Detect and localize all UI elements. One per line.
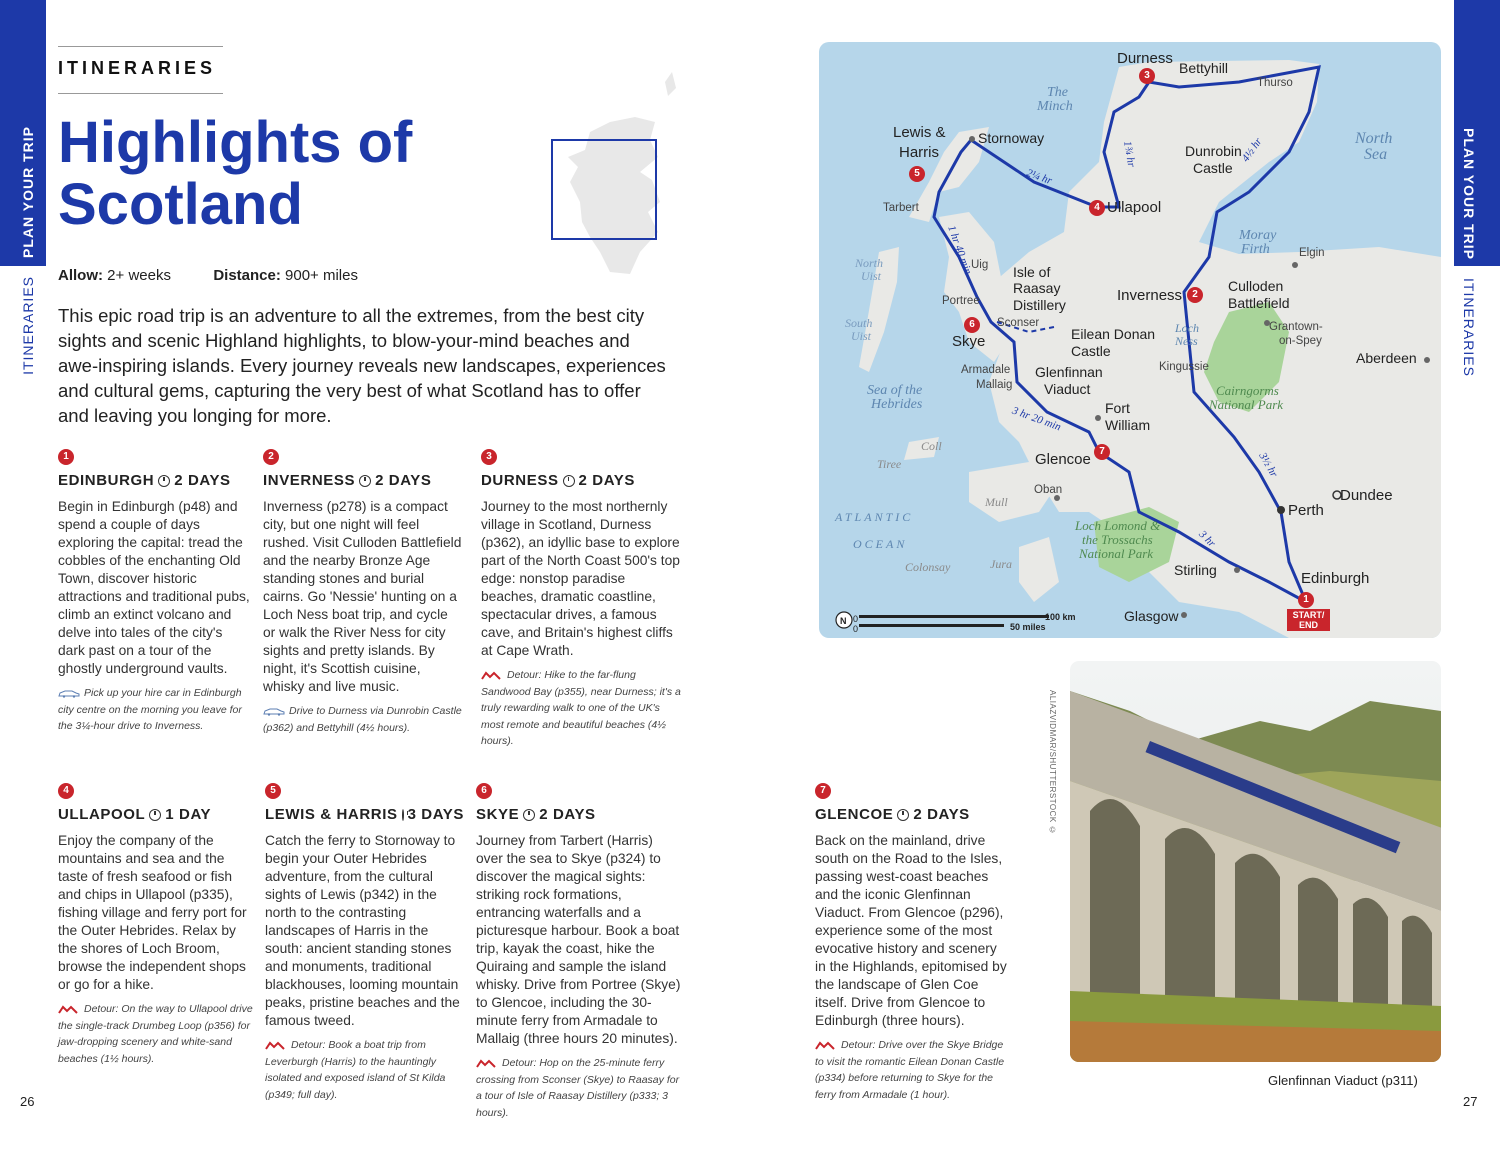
- label-elgin: Elgin: [1299, 247, 1325, 259]
- stop-number-badge: 5: [265, 783, 281, 799]
- stop-description: Begin in Edinburgh (p48) and spend a couple of days exploring the capital: tread the cobbles of the enchanting Old Town, discover historic attractions and traditional pubs, climb an extinct volcano and delve into tales of the city's dark past on a tour of the ghostly underground vaults.: [58, 499, 250, 676]
- intro-paragraph: This epic road trip is an adventure to all the extremes, from the best city sights and scenic Highland highlights, to blow-your-mind beaches and awe-inspiring islands. Every journey reveals new landscapes, experiences and cultural gems, capturing the very best of what Scotland has to offer and leaving you longing for more.: [58, 305, 666, 426]
- label-tarbert: Tarbert: [883, 202, 919, 214]
- stop-duration: 1 DAY: [165, 806, 212, 823]
- map-stop-badge: 6: [964, 317, 980, 333]
- title-line-1: Highlights of: [58, 110, 413, 175]
- perth-dot: [1277, 506, 1285, 514]
- stop-number-badge: 7: [815, 783, 831, 799]
- clock-icon: [523, 809, 535, 821]
- distance-value: 900+ miles: [285, 267, 358, 284]
- sea-hebrides-2: Hebrides: [871, 397, 923, 412]
- stop-number-badge: 3: [481, 449, 497, 465]
- left-plan-tab-label: PLAN YOUR TRIP: [20, 126, 36, 258]
- clock-icon: [359, 475, 371, 487]
- label-glenfinnan-2: Viaduct: [1044, 381, 1091, 397]
- stop-heading: [476, 806, 681, 823]
- sea-atlantic-2: OCEAN: [853, 537, 908, 551]
- stop-tip-text: Detour: On the way to Ullapool drive the single-track Drumbeg Loop (p356) for jaw-dropping scenery and white-sand beaches (1½ hours).: [58, 1003, 253, 1065]
- stop-number-badge: 4: [58, 783, 74, 799]
- stop-description: Journey to the most northernly village in Scotland, Durness (p362), an idyllic base to explore part of the North Coast 500's top edge: nonstop paradise beaches, dramatic coastline, spectacular drives, a famous cave, and Britain's highest cliffs at Cape Wrath.: [481, 499, 680, 658]
- label-ullapool: Ullapool: [1107, 199, 1162, 216]
- sea-moray-1: Moray: [1239, 228, 1277, 243]
- label-raasay-1: Isle of: [1013, 264, 1051, 280]
- detour-icon: [58, 1005, 80, 1014]
- fort-william-dot: [1095, 415, 1101, 421]
- label-stirling: Stirling: [1174, 562, 1217, 578]
- label-oban: Oban: [1034, 484, 1063, 496]
- stop-tip-text: Drive to Durness via Dunrobin Castle (p362) and Bettyhill (4½ hours).: [263, 705, 462, 734]
- stop-name: LEWIS & HARRIS: [265, 806, 398, 823]
- stop-tip-text: Detour: Hop on the 25-minute ferry crossing from Sconser (Skye) to Raasay for a tour of Isle of Raasay Distillery (p333; 3 hours).: [476, 1057, 680, 1119]
- label-fort-william-1: Fort: [1105, 400, 1130, 416]
- stop-heading: [815, 806, 1007, 823]
- label-dunrobin-1: Dunrobin: [1185, 143, 1242, 159]
- sea-north-uist-1: North: [855, 256, 884, 270]
- label-raasay-3: Distillery: [1013, 297, 1066, 313]
- stop-tip: [481, 667, 681, 750]
- scale-miles-label: 50 miles: [1010, 622, 1046, 632]
- stop-ullapool: [58, 780, 253, 1067]
- section-rule-bottom: [58, 93, 223, 94]
- stop-description: Enjoy the company of the mountains and sea and the taste of fresh seafood or fish and chips in Ullapool (p335), fishing village and ferry port for the Outer Hebrides. Relax by the shores of Loch Broom, browse the independent shops or go for a hike.: [58, 833, 247, 992]
- section-label: ITINERARIES: [58, 58, 217, 78]
- page-number-right: 27: [1463, 1094, 1478, 1109]
- glenfinnan-photo: [1070, 661, 1441, 1062]
- detour-icon: [265, 1041, 287, 1050]
- stop-tip: [265, 1037, 463, 1103]
- stop-duration: 2 DAYS: [539, 806, 596, 823]
- label-uig: Uig: [971, 259, 989, 271]
- stop-name: GLENCOE: [815, 806, 894, 823]
- stop-name: SKYE: [476, 806, 520, 823]
- label-skye: Skye: [952, 333, 986, 350]
- clock-icon: [158, 475, 170, 487]
- map-stop-badge: 1: [1298, 592, 1314, 608]
- scale-bar-km: [859, 615, 1049, 618]
- label-perth: Perth: [1288, 502, 1324, 519]
- car-icon: [263, 707, 285, 716]
- sea-atlantic-1: ATLANTIC: [835, 510, 914, 524]
- label-edinburgh: Edinburgh: [1301, 570, 1370, 587]
- park-cairngorms-1: Cairngorms: [1216, 383, 1279, 398]
- right-section-tab-label: ITINERARIES: [1461, 278, 1477, 377]
- glasgow-dot: [1181, 612, 1187, 618]
- sea-moray-2: Firth: [1241, 242, 1270, 257]
- stop-durness: [481, 446, 681, 750]
- stop-tip-text: Detour: Hike to the far-flung Sandwood Bay (p355), near Durness; it's a truly rewarding walk to one of the UK's most remote and beautiful beaches (4½ hours).: [481, 669, 681, 747]
- sea-north-sea-2: Sea: [1364, 146, 1388, 163]
- scale-zero-miles: 0: [853, 624, 859, 634]
- left-section-tab-label: ITINERARIES: [20, 276, 36, 375]
- island-coll: Coll: [921, 439, 942, 453]
- compass-n-label: N: [840, 616, 847, 626]
- stop-tip: [476, 1055, 681, 1121]
- stop-name: ULLAPOOL: [58, 806, 146, 823]
- photo-credit: ALIAZVIDMAR/SHUTTERSTOCK ©: [1048, 690, 1057, 835]
- page-number-left: 26: [20, 1094, 35, 1109]
- stop-heading: [58, 806, 253, 823]
- island-mull: Mull: [985, 495, 1008, 509]
- label-portree: Portree: [942, 295, 980, 307]
- distance-label: Distance:: [213, 267, 281, 284]
- elgin-dot: [1292, 262, 1298, 268]
- stop-glencoe: [815, 780, 1007, 1103]
- stop-tip: [815, 1037, 1007, 1103]
- label-raasay-2: Raasay: [1013, 280, 1061, 296]
- park-lomond-2: the Trossachs: [1082, 532, 1153, 547]
- label-dunrobin-2: Castle: [1193, 160, 1233, 176]
- duration-label: 3 hr 20 min: [1010, 404, 1063, 434]
- map-stop-badge: 2: [1187, 287, 1203, 303]
- detour-icon: [481, 671, 503, 680]
- stop-edinburgh: [58, 446, 253, 735]
- label-grantown-1: Grantown-: [1269, 321, 1323, 333]
- label-thurso: Thurso: [1257, 77, 1293, 89]
- label-armadale: Armadale: [961, 364, 1011, 376]
- stop-description: Back on the mainland, drive south on the Road to the Isles, passing west-coast beaches and the iconic Glenfinnan Viaduct. From Glencoe (p296), experience some of the most evocative history and scenery in the Highlands, epitomised by the landscape of Glen Coe itself. Drive from Glencoe to Edinburgh (three hours).: [815, 833, 1007, 1028]
- sea-minch-2: Minch: [1037, 99, 1073, 114]
- sea-south-uist-1: South: [845, 316, 873, 330]
- label-aberdeen: Aberdeen: [1356, 350, 1417, 366]
- aberdeen-dot: [1424, 357, 1430, 363]
- stirling-dot: [1234, 567, 1240, 573]
- sea-north-sea-1: North: [1355, 130, 1393, 147]
- label-eilean-donan-1: Eilean Donan: [1071, 326, 1156, 342]
- label-mallaig: Mallaig: [976, 379, 1013, 391]
- route-map: [819, 42, 1441, 638]
- stop-tip-text: Pick up your hire car in Edinburgh city centre on the morning you leave for the 3¼-hour drive to Inverness.: [58, 687, 242, 732]
- stop-heading: [265, 806, 463, 823]
- label-culloden-2: Battlefield: [1228, 295, 1290, 311]
- stop-heading: [481, 472, 681, 489]
- label-stornoway: Stornoway: [978, 130, 1045, 146]
- label-glenfinnan-1: Glenfinnan: [1035, 364, 1103, 380]
- stornoway-dot: [969, 136, 975, 142]
- label-sconser: Sconser: [997, 317, 1040, 329]
- clock-icon: [149, 809, 161, 821]
- map-stop-badge: 5: [909, 166, 925, 182]
- label-lewis: Lewis &: [893, 124, 946, 141]
- stop-duration: 2 DAYS: [578, 472, 635, 489]
- clock-icon: [563, 475, 575, 487]
- map-stop-badge: 3: [1139, 68, 1155, 84]
- stop-duration: 3 DAYS: [407, 806, 464, 823]
- label-inverness: Inverness: [1117, 287, 1183, 304]
- stop-description: Journey from Tarbert (Harris) over the sea to Skye (p324) to discover the magical sights: striking rock formations, entrancing waterfalls and a picturesque harbour. Book a boat trip, kayak the coast, hike the Quiraing and sample the island whisky. Drive from Portree (Skye) to Glencoe, including the 30-minute ferry from Armadale to Mallaig (three hours 20 minutes).: [476, 833, 681, 1046]
- trip-meta: [58, 267, 358, 284]
- label-dundee: Dundee: [1340, 487, 1393, 504]
- duration-label: 3½ hr: [1256, 450, 1280, 480]
- right-plan-tab-label: PLAN YOUR TRIP: [1461, 128, 1477, 260]
- stop-tip-text: Detour: Drive over the Skye Bridge to visit the romantic Eilean Donan Castle (p334) before returning to Skye for the ferry from Armadale (1 hour).: [815, 1039, 1005, 1101]
- island-jura: Jura: [990, 557, 1012, 571]
- park-lomond-3: National Park: [1079, 546, 1154, 561]
- detour-icon: [815, 1041, 837, 1050]
- duration-label: 3 hr: [1196, 528, 1218, 550]
- stop-tip-text: Detour: Book a boat trip from Leverburgh (Harris) to the hauntingly isolated and exposed island of St Kilda (p349; full day).: [265, 1039, 446, 1101]
- label-kingussie: Kingussie: [1159, 361, 1209, 373]
- page-title: [58, 112, 412, 236]
- map-stop-badge: 7: [1094, 444, 1110, 460]
- stop-duration: 2 DAYS: [174, 472, 231, 489]
- duration-label: 1 hr 40 min: [945, 223, 974, 277]
- stop-skye: [476, 780, 681, 1121]
- label-eilean-donan-2: Castle: [1071, 343, 1111, 359]
- stop-number-badge: 2: [263, 449, 279, 465]
- stop-description: Catch the ferry to Stornoway to begin your Outer Hebrides adventure, from the cultural sights of Lewis (p342) in the north to the contrasting landscapes of Harris in the south: ancient standing stones and monuments, traditional blackhouses, looming mountain peaks, pristine beaches and the famous tweed.: [265, 833, 460, 1028]
- map-stop-badge: 4: [1089, 200, 1105, 216]
- duration-label: 1¾ hr: [1120, 140, 1138, 168]
- label-culloden-1: Culloden: [1228, 278, 1284, 294]
- label-bettyhill: Bettyhill: [1179, 60, 1229, 76]
- scale-zero-km: 0: [853, 614, 859, 624]
- scale-bar-miles: [859, 624, 1004, 627]
- stop-tip: [263, 703, 463, 736]
- stop-inverness: [263, 446, 463, 736]
- stop-name: EDINBURGH: [58, 472, 155, 489]
- stop-lewis-harris: [265, 780, 463, 1103]
- viaduct-illustration: [1070, 661, 1441, 1062]
- end-label: END: [1298, 620, 1318, 630]
- jura-shape: [1019, 537, 1059, 602]
- start-label: START/: [1292, 610, 1325, 620]
- label-harris: Harris: [899, 144, 939, 161]
- sea-hebrides-1: Sea of the: [867, 383, 923, 398]
- label-durness: Durness: [1117, 50, 1173, 67]
- label-glencoe: Glencoe: [1035, 451, 1091, 468]
- sea-north-uist-2: Uist: [861, 269, 882, 283]
- island-colonsay: Colonsay: [905, 560, 951, 574]
- allow-label: Allow:: [58, 267, 103, 284]
- scale-km-label: 100 km: [1045, 612, 1076, 622]
- stop-tip: [58, 1001, 253, 1067]
- label-fort-william-2: William: [1105, 417, 1151, 433]
- sea-south-uist-2: Uist: [851, 329, 872, 343]
- sea-loch-ness-2: Ness: [1175, 334, 1198, 348]
- park-cairngorms-2: National Park: [1209, 397, 1284, 412]
- photo-caption: Glenfinnan Viaduct (p311): [1268, 1073, 1418, 1088]
- stop-heading: [58, 472, 253, 489]
- stop-name: INVERNESS: [263, 472, 356, 489]
- clock-icon: [402, 809, 404, 821]
- park-lomond-1: Loch Lomond &: [1075, 518, 1161, 533]
- duration-label: 4½ hr: [1239, 135, 1265, 165]
- stop-duration: 2 DAYS: [913, 806, 970, 823]
- locator-inset-frame: [551, 139, 657, 240]
- clock-icon: [897, 809, 909, 821]
- stop-tip: [58, 685, 253, 735]
- label-grantown-2: on-Spey: [1279, 335, 1322, 347]
- duration-label: 2¼ hr: [1024, 166, 1054, 188]
- section-rule-top: [58, 46, 223, 47]
- start-end-marker: [1287, 609, 1330, 631]
- stop-heading: [263, 472, 463, 489]
- stop-number-badge: 1: [58, 449, 74, 465]
- sea-loch-ness-1: Loch: [1175, 321, 1199, 335]
- stop-description: Inverness (p278) is a compact city, but one night will feel rushed. Visit Culloden Battlefield and the nearby Bronze Age standing stones and burial cairns. Go 'Nessie' hunting on a Loch Ness boat trip, and cycle or walk the River Ness for city sights and pretty islands. By night, it's Scottish cuisine, whisky and live music.: [263, 499, 462, 694]
- stop-duration: 2 DAYS: [375, 472, 432, 489]
- stop-number-badge: 6: [476, 783, 492, 799]
- sea-minch-1: The: [1047, 85, 1068, 100]
- stop-name: DURNESS: [481, 472, 559, 489]
- allow-value: 2+ weeks: [107, 267, 171, 284]
- car-icon: [58, 689, 80, 698]
- island-tiree: Tiree: [877, 457, 902, 471]
- label-glasgow: Glasgow: [1124, 608, 1179, 624]
- title-line-2: Scotland: [58, 172, 303, 237]
- detour-icon: [476, 1059, 498, 1068]
